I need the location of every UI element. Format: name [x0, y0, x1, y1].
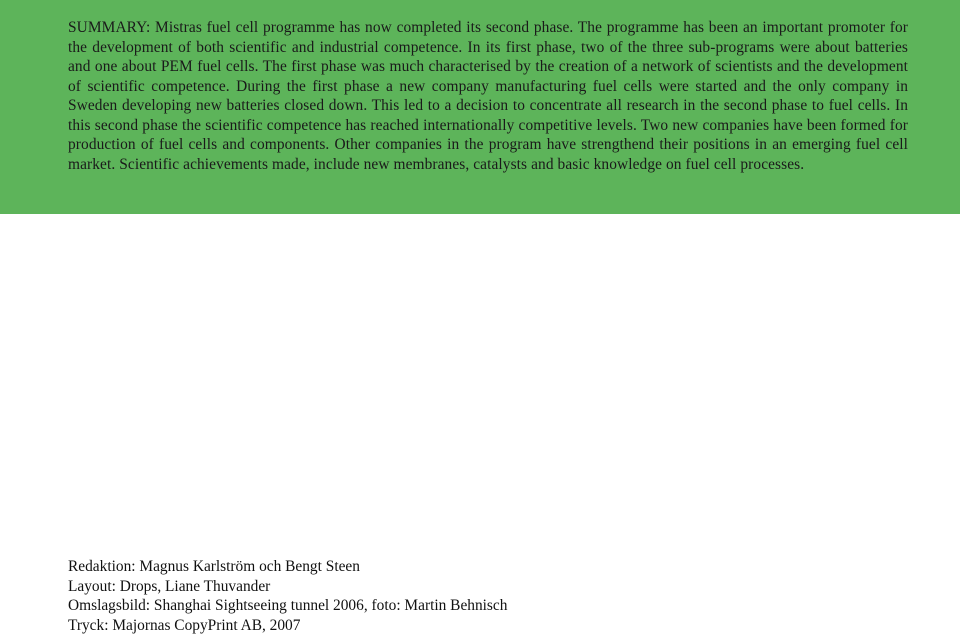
credit-printer: Tryck: Majornas CopyPrint AB, 2007 — [68, 616, 301, 634]
credit-layout: Layout: Drops, Liane Thuvander — [68, 577, 271, 595]
summary-paragraph: SUMMARY: Mistras fuel cell programme has now completed its second phase. The programme has been an important promoter for the development of both scientific and industrial competence. In its first phase, two of the three sub-programs were about batteries and one about PEM fuel cells. The first phase was much characterised by the creation of a network of scientists and the development of scientific competence. During the first phase a new company manufacturing fuel cells were started and the only company in Sweden developing new batteries closed down. This led to a decision to concentrate all research in the second phase to fuel cells. In this second phase the scientific competence has reached internationally competitive levels. Two new companies have been formed for production of fuel cells and components. Other companies in the program have strengthend their positions in an emerging fuel cell market. Scientific achievements made, include new membranes, catalysts and basic knowledge on fuel cell processes. — [68, 19, 908, 173]
summary-band — [0, 0, 960, 214]
credit-cover-image: Omslagsbild: Shanghai Sightseeing tunnel 2006, foto: Martin Behnisch — [68, 597, 508, 614]
colophon-credits — [68, 557, 868, 635]
credit-editors: Redaktion: Magnus Karlström och Bengt Steen — [68, 558, 360, 575]
